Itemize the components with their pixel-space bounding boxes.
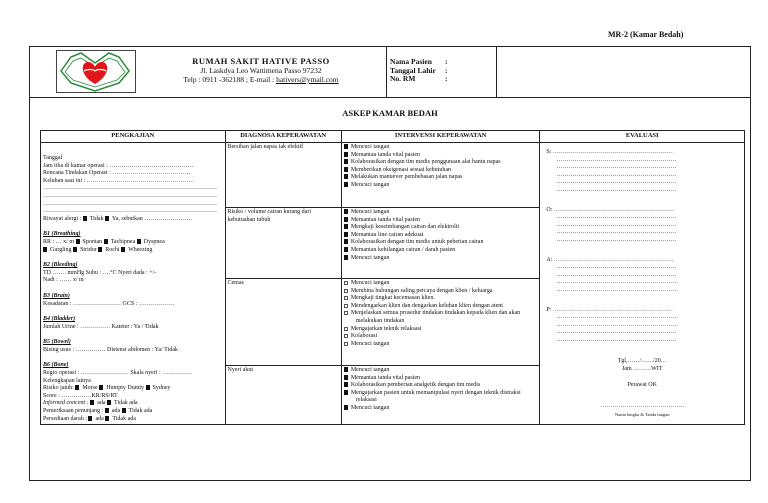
checkbox-icon[interactable] bbox=[107, 400, 111, 405]
hospital-logo bbox=[56, 50, 136, 93]
checkbox-icon[interactable] bbox=[344, 255, 348, 260]
intervensi-cell bbox=[341, 143, 540, 425]
checkbox-icon[interactable] bbox=[344, 159, 348, 164]
checkbox-icon[interactable] bbox=[99, 385, 103, 390]
eval-a: A: …………………………………………………… bbox=[546, 256, 674, 263]
b6-title: B6 (Bone) bbox=[43, 362, 69, 369]
checkbox-icon[interactable] bbox=[344, 232, 348, 237]
header-divider bbox=[496, 47, 497, 97]
diagnosa-2: Risiko / volume cairan kurang dari kebutuahan tubuh bbox=[227, 209, 311, 223]
evaluasi-cell: S: …………………………………………………… …………………………………………………… …………………………………………………… …………………………………………………… …………………………………………………… …………………………………………………… O: …………………………………………………… …………………………………………………… …………………………………………………… …………………………………………………… …………………………………………………… A: …………………………………………………… …………………………………………………… …………………………………………………… …………………………………………………… …………………………………………………… P: …………………………………………………… …………………………………………………… …………………………………………………… …………………………………………………… …………………………………………………… Tgl,……/……/20… Jam ………WIT Perawat OK …………………………………… Nama lengka & Tanda tangan bbox=[540, 143, 745, 425]
diagnosa-1: Bersihan jalan napas tak efektif bbox=[227, 144, 304, 150]
b6-row-3: Risiko jatuh: Morse Humpty Dumty Sydney bbox=[43, 385, 171, 392]
document-code: MR-2 (Kamar Bedah) bbox=[608, 30, 684, 39]
checkbox-icon[interactable] bbox=[344, 182, 348, 187]
checkbox-icon[interactable] bbox=[344, 247, 348, 252]
checkbox-icon[interactable] bbox=[344, 375, 348, 380]
askep-table bbox=[40, 130, 745, 425]
checkbox-icon[interactable] bbox=[344, 209, 348, 214]
b3-row-1: Kesadaran : …………………… GCS : ……………… bbox=[43, 300, 175, 307]
checkbox-icon[interactable] bbox=[344, 144, 348, 149]
tanggal-field: Tanggal bbox=[43, 155, 63, 161]
header bbox=[30, 47, 750, 98]
checkbox-icon[interactable] bbox=[83, 216, 87, 221]
eval-date: Tgl,……/……/20… bbox=[617, 358, 667, 365]
checkbox-icon[interactable] bbox=[344, 327, 348, 331]
b5-row-1: Bising usus : …………… Distensi abdomen : Ya/ Tidak bbox=[43, 346, 178, 353]
checkbox-icon[interactable] bbox=[137, 239, 141, 244]
checkbox-icon[interactable] bbox=[105, 408, 109, 413]
diagnosa-3: Cemas bbox=[227, 280, 244, 286]
b6-row-4: Score : ……………KR/RS/RT bbox=[43, 392, 118, 399]
eval-time: Jam ………WIT bbox=[621, 366, 663, 373]
b1-title: B1 (Breathing) bbox=[43, 231, 81, 238]
checkbox-icon[interactable] bbox=[88, 416, 92, 421]
b5-title: B5 (Bowel) bbox=[43, 339, 71, 346]
b2-row-1: TD ……. mmHg Suhu : ….°C Nyeri dada : +/- bbox=[43, 269, 157, 276]
b1-row-2: Gurgling Stridor Rochi Wheezing bbox=[43, 247, 223, 255]
eval-o: O: …………………………………………………… bbox=[546, 206, 674, 213]
checkbox-icon[interactable] bbox=[344, 281, 348, 285]
patient-name-row: Nama Pasien : bbox=[390, 57, 448, 66]
intervensi-group-2: Mencuci tangan Memantau tanda vital pasien Mengkaji keseimbangan cairan dan elektrolit Memantau line cairan adekuat Kolaborasikan dengan tim medis untuk peberian cairan Memantau kehilangan cairan / darah pasien Mencuci tangan bbox=[342, 208, 540, 278]
rencana-field: Rencana Tindakan Operasi : ………………………………… bbox=[43, 170, 191, 177]
contact-prefix: Telp : 0911 -362188 ; E-mail : bbox=[183, 75, 277, 84]
patient-dob-row: Tanggal Lahir : bbox=[390, 65, 448, 75]
checkbox-icon[interactable] bbox=[98, 247, 102, 252]
hospital-contact bbox=[136, 75, 386, 84]
checkbox-icon[interactable] bbox=[121, 247, 125, 252]
patient-dob-label: Tanggal Lahir bbox=[390, 65, 436, 75]
checkbox-icon[interactable] bbox=[344, 334, 348, 338]
b6-row-1: Regio operasi : …………………… Skala nyeri : …………… bbox=[43, 370, 193, 377]
checkbox-icon[interactable] bbox=[76, 239, 80, 244]
checkbox-icon[interactable] bbox=[344, 390, 348, 395]
checkbox-icon[interactable] bbox=[146, 385, 150, 390]
checkbox-icon[interactable] bbox=[344, 224, 348, 229]
checkbox-icon[interactable] bbox=[344, 304, 348, 308]
checkbox-icon[interactable] bbox=[344, 405, 348, 410]
dotted-line: …………………………………………………………………………… bbox=[43, 208, 217, 215]
alergi-row: Riwayat alergi : Tidak Ya, sebutkan …………………… bbox=[43, 215, 193, 222]
checkbox-icon[interactable] bbox=[344, 296, 348, 300]
b6-row-2: Kelengkapan lainya bbox=[43, 377, 91, 384]
patient-rm-label: No. RM bbox=[390, 74, 416, 83]
eval-p: P: …………………………………………………… bbox=[546, 306, 673, 313]
checkbox-icon[interactable] bbox=[105, 216, 109, 221]
checkbox-icon[interactable] bbox=[344, 217, 348, 222]
perawat-label: Perawat OK bbox=[627, 381, 657, 388]
intervensi-group-3: Mencuci tangan Membina hubungan saling percaya dengan klien / keluarga Mengkaji tingkat kecemasan klien. Mendengarkan klien dan dengarkan keluhan klien dengan atent Menjelaskan semua prosedur tindakan tindakan kepada klien dan akan melakukan tindakan Mengajarkan teknik relaksasi Kolaborasi Mencuci tangan bbox=[342, 279, 540, 365]
hospital-email: hativers@ymail.com bbox=[276, 75, 339, 84]
b6-row-6: Pemeriksaan penunjang : ada Tidak ada bbox=[43, 408, 153, 415]
dotted-line: …………………………………………………………………………… bbox=[43, 200, 217, 207]
intervensi-group-4: Mencuci tangan Memantau tanda vital pasien Kolaborasikan pemberian analgetik dengan tim medis Mengajarkan pasien untuk memanipulasi nyeri dengan teknik distraksi relaksasi Mencuci tangan bbox=[342, 366, 540, 414]
b1-row-1: RR : … x/ m Spontan Tachipnea Dyspnea bbox=[43, 238, 165, 245]
col-diagnosa: DIAGNOSA KEPERAWATAN bbox=[225, 131, 341, 143]
form-title: ASKEP KAMAR BEDAH bbox=[342, 108, 438, 118]
checkbox-icon[interactable] bbox=[344, 382, 348, 387]
keluhan-field: Keluhan saat ini : ……………………………………………… bbox=[43, 177, 195, 184]
signature-caption: Nama lengka & Tanda tangan bbox=[614, 411, 670, 417]
dotted-line: …………………………………………………………………………… bbox=[43, 192, 217, 199]
b2-title: B2 (Bleeding) bbox=[43, 262, 78, 269]
eval-s: S: …………………………………………………… bbox=[546, 149, 673, 155]
checkbox-icon[interactable] bbox=[105, 416, 109, 421]
hospital-info bbox=[136, 47, 387, 97]
checkbox-icon[interactable] bbox=[90, 400, 94, 405]
checkbox-icon[interactable] bbox=[344, 342, 348, 346]
b6-row-7: Persediaan darah : ada Tidak ada bbox=[43, 415, 136, 422]
b2-row-2: Nadi : …… x/ m bbox=[43, 277, 84, 284]
b6-row-5: Informed concent : ada Tidak ada bbox=[43, 400, 138, 407]
hospital-name: RUMAH SAKIT HATIVE PASSO bbox=[192, 56, 330, 66]
checkbox-icon[interactable] bbox=[344, 174, 348, 179]
patient-rm-row: No. RM : bbox=[390, 74, 448, 83]
table-header-row bbox=[41, 131, 745, 143]
diagnosa-4: Nyeri akut bbox=[227, 367, 254, 373]
b4-row-1: Jumlah Urine : …………… Kateter : Ya / Tidak bbox=[43, 323, 159, 330]
dotted-line: …………………………………………………………………………… bbox=[43, 185, 217, 192]
col-pengkajian: PENGKAJIAN bbox=[41, 131, 226, 143]
jam-field: Jam tiba di kamar operasi : …………………………………… bbox=[43, 162, 194, 169]
checkbox-icon[interactable] bbox=[344, 152, 348, 157]
checkbox-icon[interactable] bbox=[73, 247, 77, 252]
diagnosa-cell bbox=[225, 143, 341, 425]
checkbox-icon[interactable] bbox=[104, 239, 108, 244]
form-frame bbox=[29, 46, 751, 481]
col-evaluasi: EVALUASI bbox=[540, 131, 745, 143]
b3-title: B3 (Brain) bbox=[43, 292, 70, 299]
checkbox-icon[interactable] bbox=[344, 167, 348, 172]
hospital-address: Jl. Laskdya Leo Wattimena Passo 97232 bbox=[200, 66, 322, 75]
patient-name-label: Nama Pasien bbox=[390, 57, 432, 66]
pengkajian-cell bbox=[41, 143, 226, 425]
b4-title: B4 (Bladder) bbox=[43, 316, 76, 323]
checkbox-icon[interactable] bbox=[344, 311, 348, 315]
patient-info bbox=[390, 58, 448, 84]
heart-logo-icon bbox=[57, 51, 135, 92]
checkbox-icon[interactable] bbox=[344, 289, 348, 293]
checkbox-icon[interactable] bbox=[122, 408, 126, 413]
col-intervensi: INTERVENSI KEPERAWATAN bbox=[341, 131, 540, 143]
table-body-row bbox=[41, 143, 745, 425]
checkbox-icon[interactable] bbox=[43, 247, 47, 252]
checkbox-icon[interactable] bbox=[75, 385, 79, 390]
checkbox-icon[interactable] bbox=[344, 367, 348, 372]
intervensi-group-1: Mencuci tangan Memantau tanda vital pasien Kolaborasikan dengan tim medis penggunaan alat bantu napas Memberikan oksigenasi sesuai kebutuhan Melakukan manuever pembebasan jalan napas Mencuci tangan bbox=[342, 143, 540, 207]
checkbox-icon[interactable] bbox=[344, 239, 348, 244]
signature-line: …………………………………… bbox=[600, 403, 685, 410]
